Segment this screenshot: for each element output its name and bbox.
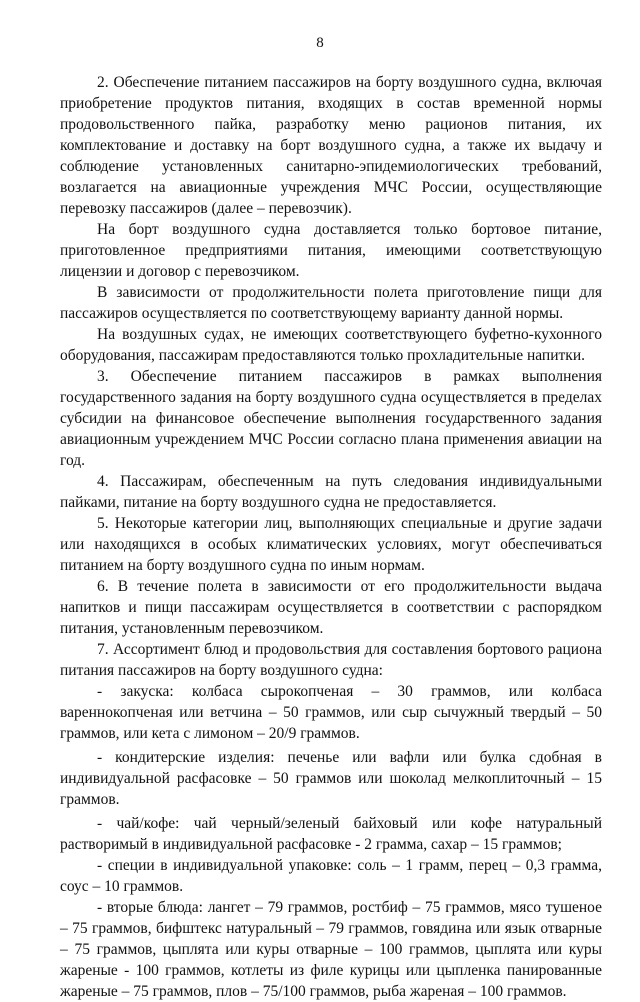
list-item-confectionery: - кондитерские изделия: печенье или вафли или булка сдобная в индивидуальной расфасовке – 50 граммов или шоколад мелкоплиточный – 15 граммов. <box>60 749 602 808</box>
paragraph-4: 4. Пассажирам, обеспеченным на путь следования индивидуальными пайками, питание на борту воздушного судна не предоставляется. <box>60 473 602 511</box>
list-item-spices: - специи в индивидуальной упаковке: соль – 1 грамм, перец – 0,3 грамма, соус – 10 граммов. <box>60 857 602 895</box>
document-body <box>60 72 602 1002</box>
paragraph-2: 2. Обеспечение питанием пассажиров на борту воздушного судна, включая приобретение продуктов питания, входящих в состав временной нормы продовольственного пайка, разработку меню рационов питания, их комплектование и доставку на борт воздушного судна, а также их выдачу и соблюдение установленных санитарно-эпидемиологических требований, возлагается на авиационные учреждения МЧС России, осуществляющие перевозку пассажиров (далее – перевозчик). <box>60 74 602 217</box>
paragraph-5: 5. Некоторые категории лиц, выполняющих специальные и другие задачи или находящихся в особых климатических условиях, могут обеспечиваться питанием на борту воздушного судна по иным нормам. <box>60 515 602 574</box>
paragraph-6: 6. В течение полета в зависимости от его продолжительности выдача напитков и пищи пассажирам осуществляется в соответствии с распорядком питания, установленным перевозчиком. <box>60 578 602 637</box>
paragraph-3: 3. Обеспечение питанием пассажиров в рамках выполнения государственного задания на борту воздушного судна осуществляется в пределах субсидии на финансовое обеспечение выполнения государственного задания авиационным учреждением МЧС России согласно плана применения авиации на год. <box>60 368 602 469</box>
page-number: 8 <box>316 35 324 51</box>
list-item-main-courses: - вторые блюда: лангет – 79 граммов, ростбиф – 75 граммов, мясо тушеное – 75 граммов, бифштекс натуральный – 79 граммов, говядина или язык отварные – 75 граммов, цыплята или куры отварные – 100 граммов, цыплята или куры жареные - 100 граммов, котлеты из филе курицы или цыпленка панированные жареные – 75 граммов, плов – 75/100 граммов, рыба жареная – 100 граммов. <box>60 899 602 1000</box>
paragraph-no-kitchen: На воздушных судах, не имеющих соответствующего буфетно-кухонного оборудования, пассажирам предоставляются только прохладительные напитки. <box>60 326 602 364</box>
paragraph-onboard-food: На борт воздушного судна доставляется только бортовое питание, приготовленное предприятиями питания, имеющими соответствующую лицензии и договор с перевозчиком. <box>60 221 602 280</box>
paragraph-flight-duration: В зависимости от продолжительности полета приготовление пищи для пассажиров осуществляется по соответствующему варианту данной нормы. <box>60 284 602 322</box>
list-item-tea-coffee: - чай/кофе: чай черный/зеленый байховый или кофе натуральный растворимый в индивидуальной расфасовке - 2 грамма, сахар – 15 граммов; <box>60 815 602 853</box>
list-item-snack: - закуска: колбаса сырокопченая – 30 граммов, или колбаса вареннокопченая или ветчина – 50 граммов, или сыр сычужный твердый – 50 граммов, или кета с лимоном – 20/9 граммов. <box>60 683 602 742</box>
paragraph-7: 7. Ассортимент блюд и продовольствия для составления бортового рациона питания пассажиров на борту воздушного судна: <box>60 641 602 679</box>
